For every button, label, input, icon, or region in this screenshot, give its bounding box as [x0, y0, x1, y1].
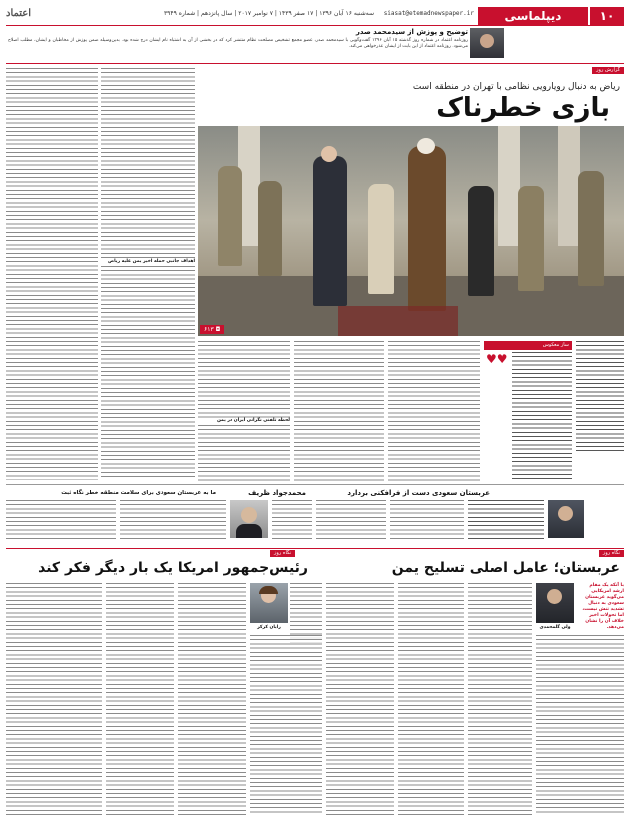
- sidebar-hearts: ♥♥: [486, 352, 508, 366]
- bottom-right-col-4: [536, 635, 624, 815]
- sidebar-portrait: [548, 500, 584, 538]
- mid-divider: [6, 484, 624, 485]
- main-photo: [198, 126, 624, 336]
- bottom-left-tag: نگاه روز: [270, 550, 295, 557]
- masthead-bar: [6, 6, 624, 26]
- main-story-kicker: ریاض به دنبال رویارویی نظامی با تهران در منطقه است: [412, 82, 620, 92]
- bottom-right-col-1: [468, 583, 532, 815]
- bottom-right-tag: نگاه روز: [599, 550, 624, 557]
- main-story-headline: بازی خطرناک: [436, 93, 610, 123]
- bottom-right-headline: عربستان؛ عامل اصلی تسلیح یمن: [391, 560, 620, 576]
- section-email[interactable]: siasat@etemadnewspaper.ir: [383, 10, 474, 17]
- correction-text: روزنامه اعتماد در شماره روز گذشته ۱۵ آبان ۱۳۹۶ گفت‌وگویی با سیدمحمد صدر، عضو مجمع تشخیص مصلحت نظام منتشر کرد که در بخشی از آن به اشتباه نام ایشان درج شده بود. بدین‌وسیله ضمن پوزش از مخاطبان و ایشان، مطلب اصلاح می‌شود. روزنامه اعتماد از این بابت از ایشان عذرخواهی می‌کند.: [8, 38, 468, 49]
- correction-title: توضیح و پوزش از سیدمحمد صدر: [355, 28, 468, 36]
- bottom-right-col-2: [398, 583, 464, 815]
- bottom-left-col-2: [178, 583, 246, 815]
- middle-band-col-1: [390, 500, 464, 540]
- sidebar-headline: عربستان سعودی دست از فرافکنی بردارد: [347, 489, 490, 497]
- correction-box: [8, 28, 468, 58]
- zarif-portrait: [230, 500, 268, 538]
- subhead-1: اهداف جانبی حمله اخیر یمن علیه ریاض: [108, 259, 195, 264]
- bottom-right-pull-quote: با آنکه یک مقام ارشد امریکایی می‌گوید عربستان سعودی به دنبال تشدید تنش نیست، اما تحولات اخیر خلاف آن را نشان می‌دهد.: [582, 583, 624, 630]
- main-story-column-2: [101, 68, 195, 258]
- main-story-column-4: [294, 341, 384, 481]
- dateline: سه‌شنبه ۱۶ آبان ۱۳۹۶ | ۱۷ صفر ۱۴۳۹ | ۷ نوامبر ۲۰۱۷ | سال پانزدهم | شماره ۳۹۴۹: [163, 10, 374, 17]
- camera-icon: ◘: [215, 326, 221, 333]
- section-title: دیپلماسی: [478, 7, 588, 25]
- bottom-right-col-3: [326, 583, 394, 815]
- main-story-tag: گزارش روز: [592, 67, 624, 74]
- subhead-2: لحظه تلفنی نگرانی ایران در یمن: [198, 418, 290, 423]
- main-story-column-3: [198, 341, 290, 481]
- zarif-quote-headline: ما به عربستان سعودی برای سلامت منطقه خطر نگاه ثبت: [61, 490, 216, 496]
- main-story-column-5: [388, 341, 480, 481]
- bottom-band-col-b: [120, 500, 226, 540]
- main-story-column-2b: [101, 266, 195, 480]
- newspaper-logo: اعتماد: [6, 8, 32, 19]
- photo-credit: [200, 325, 224, 334]
- sidebar-tag: ساز معکوس: [484, 341, 572, 350]
- main-story-column-left: [6, 68, 98, 480]
- page-number: ۱۰: [590, 7, 624, 25]
- photo-credit-number: ۶۱۳: [204, 326, 214, 333]
- sidebar-note: [576, 341, 624, 451]
- bottom-left-col-4: [6, 583, 102, 815]
- correction-portrait: [470, 28, 504, 58]
- bottom-right-caption: ولی گلمحمدی: [539, 625, 571, 630]
- sidebar-quote-text: [468, 500, 544, 540]
- bottom-left-portrait: [250, 583, 288, 623]
- zarif-quote-text: [272, 500, 312, 540]
- middle-band-col-2: [316, 500, 386, 540]
- bottom-divider: [6, 548, 624, 549]
- bottom-left-headline: رئیس‌جمهور امریکا یک بار دیگر فکر کند: [38, 560, 308, 576]
- bottom-band-col-a: [6, 500, 116, 540]
- top-divider: [6, 63, 624, 64]
- bottom-left-col-1b: [250, 635, 322, 815]
- zarif-name: محمدجواد ظریف: [248, 489, 306, 497]
- bottom-left-caption: رایان کرکر: [257, 625, 281, 630]
- bottom-right-portrait: [536, 583, 574, 623]
- sidebar-text: [512, 352, 572, 480]
- bottom-left-col-3: [106, 583, 174, 815]
